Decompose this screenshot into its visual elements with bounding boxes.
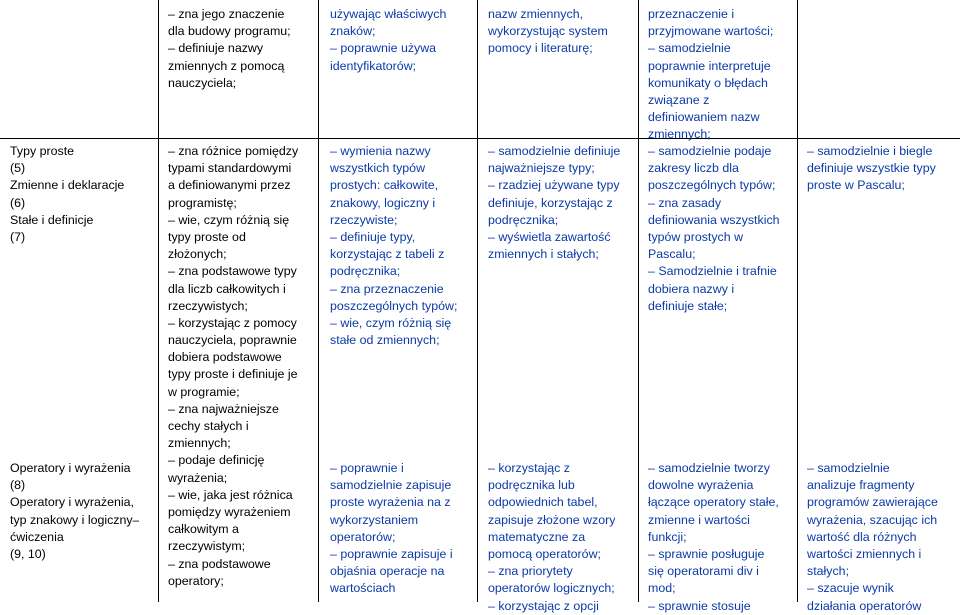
cell-line: objaśnia operacje na (330, 564, 445, 579)
cell-line: przyjmowane wartości; (648, 24, 774, 39)
cell-line: Pascalu; (648, 247, 696, 262)
cell-line: Operatory i wyrażenia (10, 461, 131, 475)
cell-line: a definiowanymi przez (168, 178, 291, 193)
table-column-divider (158, 0, 159, 602)
cell-line: – korzystając z (488, 461, 570, 475)
cell-line: – zna jego znaczenie (168, 7, 285, 21)
requirements-cell-main (330, 143, 457, 349)
cell-line: prostych: całkowite, (330, 178, 439, 193)
cell-line: – szacuje wynik (807, 581, 894, 596)
cell-line: – samodzielnie definiuje (488, 144, 621, 158)
cell-line: – poprawnie używa (330, 41, 437, 56)
cell-line: zakresy liczb dla (648, 161, 739, 176)
cell-line: cechy stałych i (168, 419, 249, 433)
cell-line: – samodzielnie (648, 41, 731, 56)
cell-line: proste wyrażenia na z (330, 495, 451, 510)
cell-line: poprawnie interpretuje (648, 58, 771, 73)
cell-line: stałych; (807, 564, 850, 579)
cell-line: (8) (10, 478, 26, 493)
cell-line: korzystając z tabeli z (330, 247, 445, 262)
cell-line: wartościach (330, 581, 396, 596)
cell-line: typami standardowymi (168, 161, 292, 176)
requirements-cell-bottom (330, 460, 453, 598)
cell-line: nauczyciela, poprawnie (168, 333, 297, 348)
requirements-cell-bottom (488, 460, 615, 615)
cell-line: rzeczywistym; (168, 539, 246, 554)
table-column-divider (477, 0, 478, 602)
cell-line: – samodzielnie tworzy (648, 461, 770, 475)
cell-line: łączące operatory stałe, (648, 495, 779, 510)
cell-line: Stałe i definicje (10, 212, 94, 227)
requirements-cell-bottom (648, 460, 779, 615)
requirements-cell-top (648, 6, 773, 144)
cell-line: przeznaczenie i (648, 7, 735, 21)
cell-line: (6) (10, 195, 26, 210)
requirements-cell-top (488, 6, 608, 58)
cell-line: definiuje, korzystając z (488, 195, 613, 210)
cell-line: Typy proste (10, 144, 75, 158)
cell-line: definiowania wszystkich (648, 212, 780, 227)
cell-line: zmienne i wartości (648, 512, 750, 527)
cell-line: poszczególnych typów; (648, 178, 776, 193)
cell-line: – rzadziej używane typy (488, 178, 620, 193)
cell-line: – samodzielnie podaje (648, 144, 772, 158)
cell-line: zmiennych z pomocą (168, 58, 285, 73)
cell-line: definiuje stałe; (648, 298, 728, 313)
cell-line: analizuje fragmenty (807, 478, 915, 493)
cell-line: definiowaniem nazw (648, 110, 760, 125)
cell-line: – zna najważniejsze (168, 401, 279, 416)
cell-line: identyfikatorów; (330, 58, 417, 73)
cell-line: dobiera nazwy i (648, 281, 735, 296)
cell-line: (9, 10) (10, 546, 46, 561)
cell-line: – zna przeznaczenie (330, 281, 444, 296)
cell-line: znaków; (330, 24, 376, 39)
cell-line: działania operatorów (807, 598, 922, 613)
cell-line: – sprawnie stosuje (648, 598, 751, 613)
cell-line: typy proste i definiuje je (168, 367, 298, 382)
cell-line: operatorów logicznych; (488, 581, 615, 596)
cell-line: podręcznika; (330, 264, 401, 279)
cell-line: ćwiczenia (10, 529, 64, 544)
table-column-divider (318, 0, 319, 602)
requirements-cell-main (168, 143, 298, 590)
cell-line: samodzielnie zapisuje (330, 478, 452, 493)
cell-line: typy proste od (168, 229, 246, 244)
cell-line: znakowy, logiczny i (330, 195, 436, 210)
cell-line: związane z (648, 92, 710, 107)
cell-line: zapisuje złożone wzory (488, 512, 616, 527)
cell-line: pomocą operatorów; (488, 546, 601, 561)
cell-line: – zna różnice pomiędzy (168, 144, 299, 158)
requirements-cell-main (648, 143, 780, 315)
cell-line: odpowiednich tabel, (488, 495, 598, 510)
cell-line: pomocy i literaturę; (488, 41, 593, 56)
cell-line: – definiuje nazwy (168, 41, 264, 56)
requirements-cell-top (168, 6, 291, 92)
cell-line: wykorzystaniem (330, 512, 419, 527)
cell-line: stałe od zmiennych; (330, 333, 440, 348)
cell-line: typ znakowy i logiczny– (10, 512, 140, 527)
cell-line: używając właściwych (330, 7, 447, 21)
cell-line: – korzystając z pomocy (168, 315, 297, 330)
cell-line: poszczególnych typów; (330, 298, 458, 313)
table-column-divider (797, 0, 798, 602)
cell-line: (7) (10, 229, 26, 244)
requirements-cell-main (488, 143, 620, 263)
cell-line: nauczyciela; (168, 75, 237, 90)
cell-line: programów zawierające (807, 495, 938, 510)
cell-line: (5) (10, 161, 26, 176)
requirements-cell-top (330, 6, 446, 75)
cell-line: wartość dla różnych (807, 529, 917, 544)
cell-line: funkcji; (648, 529, 687, 544)
cell-line: wartości zmiennych i (807, 546, 922, 561)
cell-line: – zna zasady (648, 195, 722, 210)
cell-line: zmiennych; (648, 127, 711, 142)
cell-line: podręcznika lub (488, 478, 575, 493)
cell-line: komunikaty o błędach (648, 75, 768, 90)
cell-line: wyrażenia, szacując ich (807, 512, 938, 527)
cell-line: mod; (648, 581, 676, 596)
topics-cell-operators (10, 460, 139, 563)
cell-line: – podaje definicję (168, 453, 265, 468)
cell-line: – poprawnie zapisuje i (330, 546, 453, 561)
cell-line: wszystkich typów (330, 161, 426, 176)
cell-line: operatory; (168, 573, 224, 588)
cell-line: – wyświetla zawartość (488, 229, 611, 244)
requirements-cell-main (807, 143, 936, 195)
cell-line: matematyczne za (488, 529, 586, 544)
cell-line: Zmienne i deklaracje (10, 178, 125, 193)
cell-line: całkowitym a (168, 522, 239, 537)
cell-line: dobiera podstawowe (168, 350, 282, 365)
table-row-divider (0, 138, 960, 139)
cell-line: – wymienia nazwy (330, 144, 431, 158)
cell-line: proste w Pascalu; (807, 178, 905, 193)
topics-cell-types (10, 143, 124, 246)
cell-line: – zna podstawowe (168, 556, 271, 571)
cell-line: dowolne wyrażenia (648, 478, 754, 493)
cell-line: – definiuje typy, (330, 229, 416, 244)
cell-line: złożonych; (168, 247, 227, 262)
table-column-divider (638, 0, 639, 602)
cell-line: się operatorami div i (648, 564, 759, 579)
cell-line: – samodzielnie i biegle (807, 144, 933, 158)
cell-line: pomiędzy wyrażeniem (168, 504, 291, 519)
cell-line: najważniejsze typy; (488, 161, 595, 176)
cell-line: wyrażenia; (168, 470, 228, 485)
cell-line: – zna podstawowe typy (168, 264, 297, 279)
cell-line: – poprawnie i (330, 461, 404, 475)
cell-line: zmiennych i stałych; (488, 247, 599, 262)
cell-line: – wie, czym różnią się (330, 315, 452, 330)
cell-line: operatorów; (330, 529, 396, 544)
cell-line: rzeczywiste; (330, 212, 398, 227)
cell-line: – samodzielnie (807, 461, 890, 475)
cell-line: dla liczb całkowitych i (168, 281, 286, 296)
cell-line: nazw zmiennych, (488, 7, 584, 21)
cell-line: wykorzystując system (488, 24, 608, 39)
cell-line: – zna priorytety (488, 564, 573, 579)
cell-line: typów prostych w (648, 229, 744, 244)
cell-line: – Samodzielnie i trafnie (648, 264, 777, 279)
requirements-cell-bottom (807, 460, 938, 615)
cell-line: – sprawnie posługuje (648, 546, 765, 561)
cell-line: podręcznika; (488, 212, 559, 227)
cell-line: – wie, czym różnią się (168, 212, 290, 227)
cell-line: programistę; (168, 195, 237, 210)
cell-line: zmiennych; (168, 436, 231, 451)
cell-line: rzeczywistych; (168, 298, 248, 313)
cell-line: dla budowy programu; (168, 24, 291, 39)
cell-line: – korzystając z opcji (488, 598, 599, 613)
cell-line: w programie; (168, 384, 240, 399)
cell-line: Operatory i wyrażenia, (10, 495, 134, 510)
cell-line: – wie, jaka jest różnica (168, 487, 293, 502)
cell-line: definiuje wszystkie typy (807, 161, 936, 176)
